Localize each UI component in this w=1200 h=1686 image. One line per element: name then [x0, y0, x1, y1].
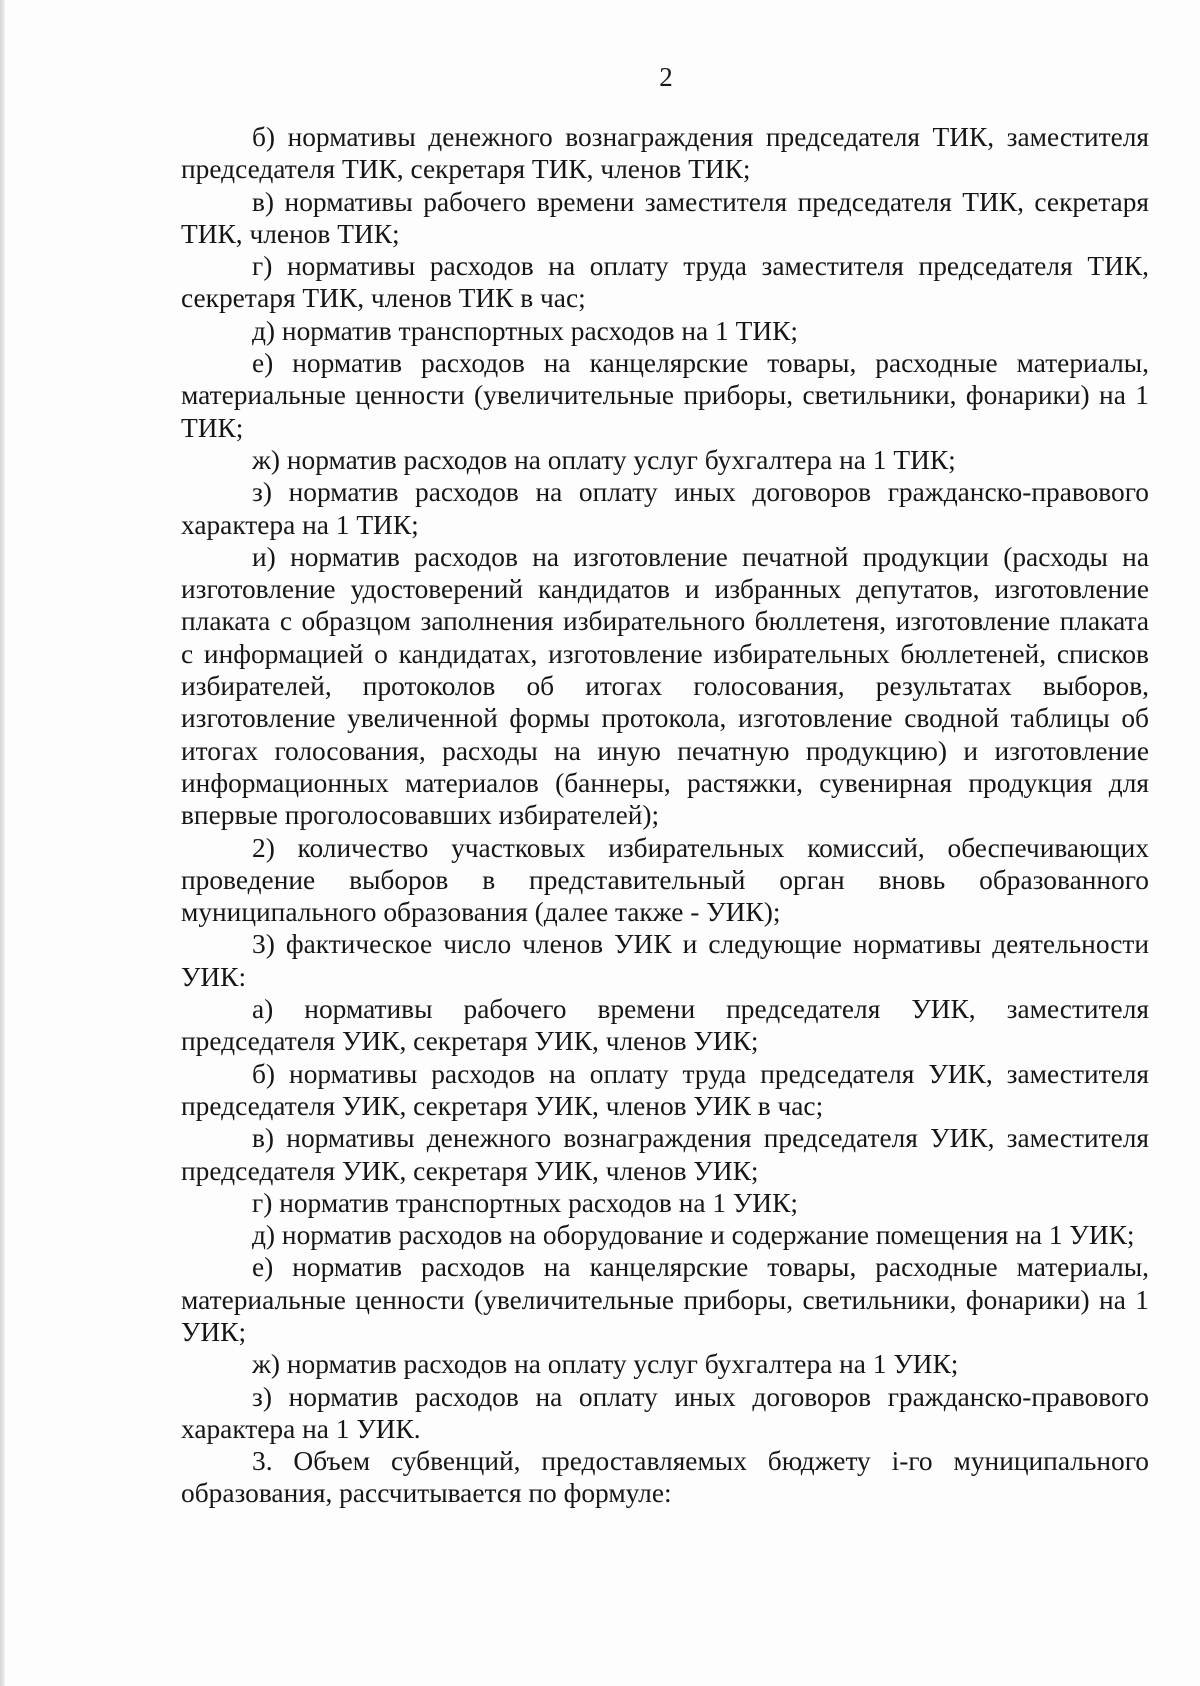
page-number: 2 — [659, 62, 673, 92]
paragraph: а) нормативы рабочего времени председателя УИК, заместителя председателя УИК, секретаря УИК, членов УИК; — [181, 994, 1149, 1057]
paragraph: ж) норматив расходов на оплату услуг бухгалтера на 1 ТИК; — [252, 444, 956, 475]
paragraph: з) норматив расходов на оплату иных договоров гражданско-правового характера на 1 ТИК; — [181, 477, 1149, 540]
paragraph: 3. Объем субвенций, предоставляемых бюджету i-го муниципального образования, рассчитывается по формуле: — [181, 1446, 1149, 1509]
paragraph: и) норматив расходов на изготовление печатной продукции (расходы на изготовление удостоверений кандидатов и избранных депутатов, изготовление плаката с образцом заполнения избирательного бюллетеня, изготовление плаката с информацией о кандидатах, изготовление избирательных бюллетеней, списков избирателей, протоколов об итогах голосования, результатах выборов, изготовление увеличенной формы протокола, изготовление сводной таблицы об итогах голосования, расходы на иную печатную продукцию) и изготовление информационных материалов (баннеры, растяжки, сувенирная продукция для впервые проголосовавших избирателей); — [181, 541, 1149, 831]
paragraph: в) нормативы денежного вознаграждения председателя УИК, заместителя председателя УИК, секретаря УИК, членов УИК; — [181, 1123, 1149, 1186]
paragraph: б) нормативы расходов на оплату труда председателя УИК, заместителя председателя УИК, секретаря УИК, членов УИК в час; — [181, 1058, 1149, 1121]
paragraph: 2) количество участковых избирательных комиссий, обеспечивающих проведение выборов в представительный орган вновь образованного муниципального образования (далее также - УИК); — [181, 832, 1149, 928]
paragraph: д) норматив расходов на оборудование и содержание помещения на 1 УИК; — [252, 1220, 1135, 1251]
document-body — [181, 121, 1149, 1510]
paragraph: в) нормативы рабочего времени заместителя председателя ТИК, секретаря ТИК, членов ТИК; — [181, 186, 1149, 249]
paragraph: з) норматив расходов на оплату иных договоров гражданско-правового характера на 1 УИК. — [181, 1381, 1149, 1444]
paragraph: е) норматив расходов на канцелярские товары, расходные материалы, материальные ценности (увеличительные приборы, светильники, фонарики) на 1 УИК; — [181, 1252, 1149, 1347]
paragraph: е) норматив расходов на канцелярские товары, расходные материалы, материальные ценности (увеличительные приборы, светильники, фонарики) на 1 ТИК; — [181, 348, 1149, 443]
paragraph: г) нормативы расходов на оплату труда заместителя председателя ТИК, секретаря ТИК, членов ТИК в час; — [181, 251, 1149, 314]
paragraph: д) норматив транспортных расходов на 1 ТИК; — [252, 315, 798, 346]
scan-edge — [0, 0, 5, 1686]
paragraph: 3) фактическое число членов УИК и следующие нормативы деятельности УИК: — [181, 929, 1149, 992]
paragraph: г) норматив транспортных расходов на 1 УИК; — [252, 1187, 798, 1218]
paragraph: б) нормативы денежного вознаграждения председателя ТИК, заместителя председателя ТИК, секретаря ТИК, членов ТИК; — [181, 122, 1149, 185]
paragraph: ж) норматив расходов на оплату услуг бухгалтера на 1 УИК; — [252, 1349, 959, 1380]
